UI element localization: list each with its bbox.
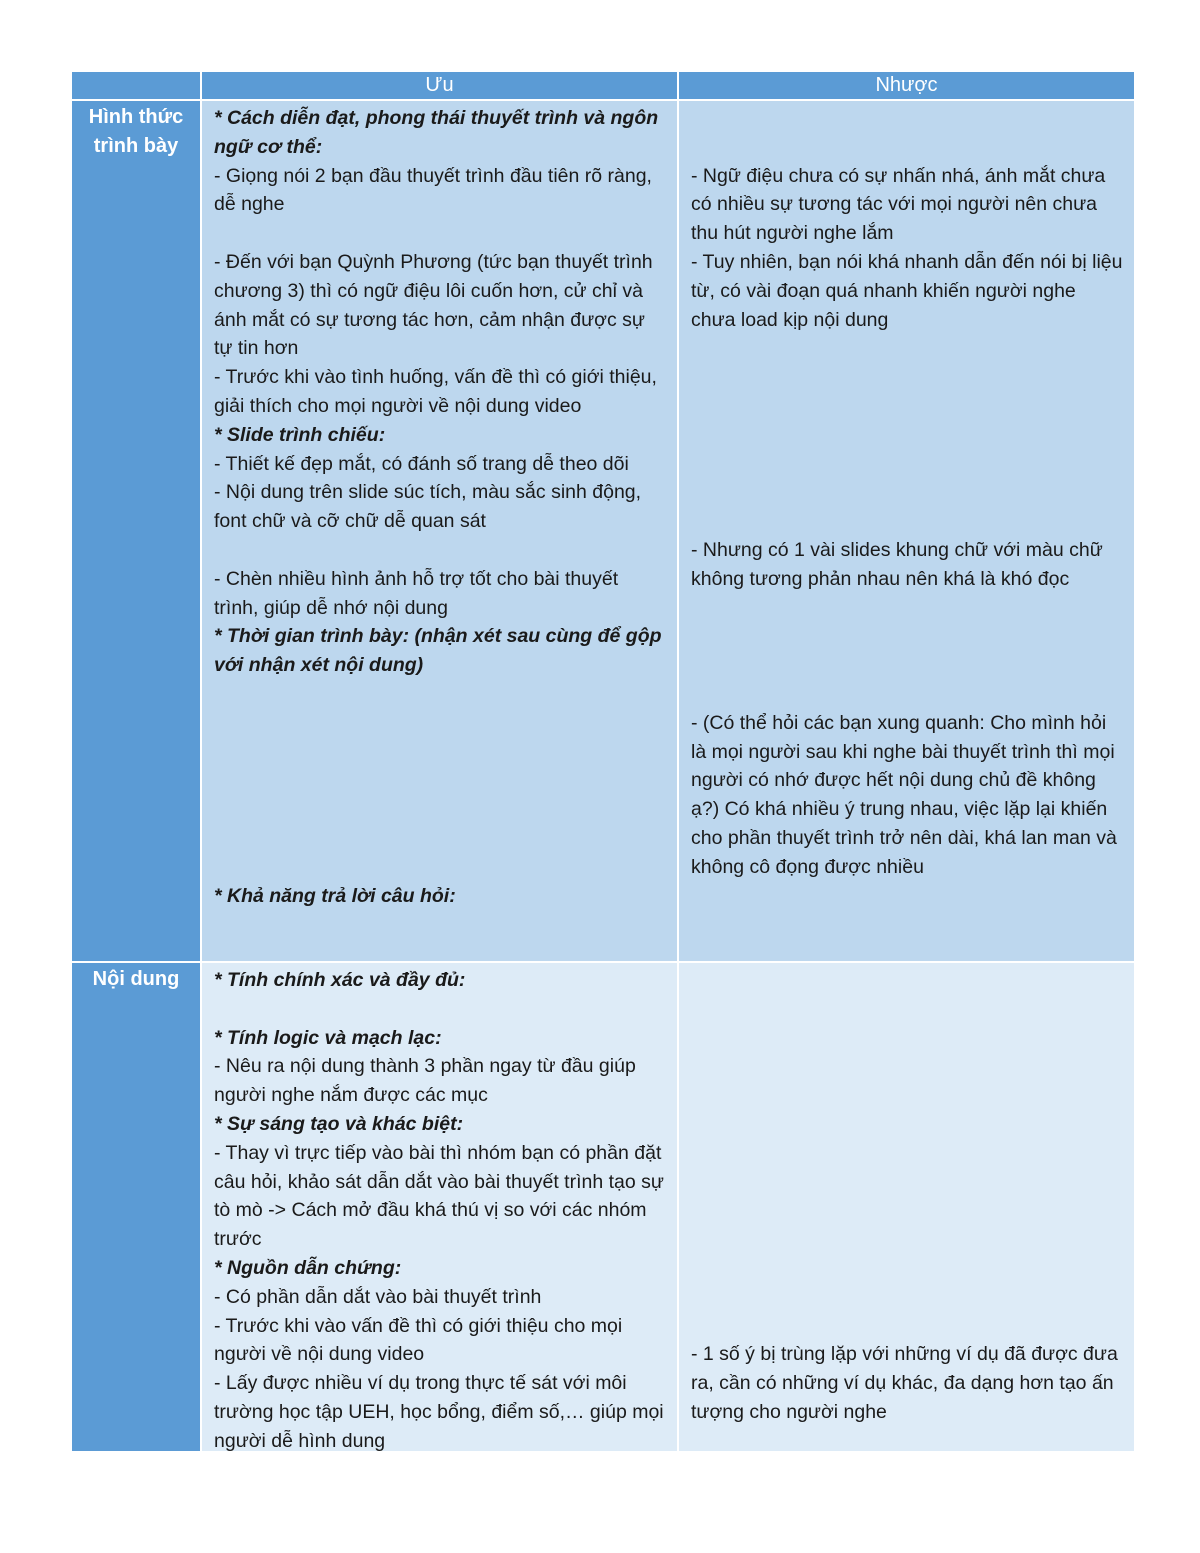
blank-line xyxy=(691,1312,1124,1341)
comment-line: - Giọng nói 2 bạn đầu thuyết trình đầu tiên rõ ràng, dễ nghe xyxy=(214,164,652,216)
blank-line xyxy=(691,651,1124,680)
comment-line: - Trước khi vào tình huống, vấn đề thì có giới thiệu, giải thích cho mọi người về nội dung video xyxy=(214,366,657,417)
blank-line xyxy=(214,824,667,853)
blank-line xyxy=(691,104,1124,133)
comment-line: - Nêu ra nội dung thành 3 phần ngay từ đầu giúp người nghe nắm được các mục xyxy=(214,1055,636,1107)
blank-line xyxy=(691,478,1124,507)
comment-line: - (Có thể hỏi các bạn xung quanh: Cho mình hỏi là mọi người sau khi nghe bài thuyết trình thì mọi người có nhớ được hết nội dung chủ đề không ạ?) Có khá nhiều ý trung nhau, việc lặp lại khiến cho phần thuyết trình trở nên dài, khá lan man và không cô đọng được nhiều xyxy=(691,711,1117,878)
criterion-heading: * Nguồn dẫn chứng: xyxy=(214,1256,402,1279)
blank-line xyxy=(691,1168,1124,1197)
blank-line xyxy=(214,680,667,709)
criterion-heading: * Khả năng trả lời câu hỏi: xyxy=(214,884,456,907)
criterion-heading: * Thời gian trình bày: (nhận xét sau cùng để gộp với nhận xét nội dung) xyxy=(214,625,662,677)
presentation-cons-cell xyxy=(679,101,1134,963)
header-cons: Nhược xyxy=(679,72,1134,101)
comment-line: - Thiết kế đẹp mắt, có đánh số trang dễ theo dõi xyxy=(214,452,629,475)
header-pros: Ưu xyxy=(202,72,679,101)
comment-line: - Chèn nhiều hình ảnh hỗ trợ tốt cho bài thuyết trình, giúp dễ nhớ nội dung xyxy=(214,567,619,619)
criterion-heading: * Tính logic và mạch lạc: xyxy=(214,1026,442,1049)
evaluation-table xyxy=(72,72,1134,1453)
blank-line xyxy=(691,450,1124,479)
blank-line xyxy=(691,507,1124,536)
content-pros-cell xyxy=(202,963,679,1453)
blank-line xyxy=(691,1196,1124,1225)
blank-line xyxy=(214,795,667,824)
row-label-presentation: Hình thức trình bày xyxy=(72,101,202,963)
comment-line: - Ngữ điệu chưa có sự nhấn nhá, ánh mắt chưa có nhiều sự tương tác với mọi người nên chưa thu hút người nghe lắm xyxy=(691,164,1106,245)
header-corner-cell xyxy=(72,72,202,101)
blank-line xyxy=(691,1225,1124,1254)
blank-line xyxy=(214,766,667,795)
blank-line xyxy=(691,594,1124,623)
blank-line xyxy=(691,334,1124,363)
criterion-heading: * Tính chính xác và đầy đủ: xyxy=(214,969,466,991)
comment-line: - Thay vì trực tiếp vào bài thì nhóm bạn có phần đặt câu hỏi, khảo sát dẫn dắt vào bài thuyết trình tạo sự tò mò -> Cách mở đầu khá thú vị so với các nhóm trước xyxy=(214,1141,664,1251)
blank-line xyxy=(214,853,667,882)
row-label-content: Nội dung xyxy=(72,963,202,1453)
blank-line xyxy=(691,622,1124,651)
blank-line xyxy=(214,995,667,1024)
blank-line xyxy=(691,1254,1124,1283)
criterion-heading: * Sự sáng tạo và khác biệt: xyxy=(214,1112,464,1135)
blank-line xyxy=(691,680,1124,709)
comment-line: - Đến với bạn Quỳnh Phương (tức bạn thuyết trình chương 3) thì có ngữ điệu lôi cuốn hơn, cử chỉ và ánh mắt có sự tương tác hơn, cảm nhận được sự tự tin hơn xyxy=(214,250,653,360)
comment-line: - Nhưng có 1 vài slides khung chữ với màu chữ không tương phản nhau nên khá là khó đọc xyxy=(691,538,1103,590)
blank-line xyxy=(214,709,667,738)
comment-line: - Lấy được nhiều ví dụ trong thực tế sát với môi trường học tập UEH, học bổng, điểm số,… giúp mọi người dễ hình dung xyxy=(214,1372,664,1452)
blank-line xyxy=(214,219,667,248)
presentation-pros-cell xyxy=(202,101,679,963)
blank-line xyxy=(214,738,667,767)
blank-line xyxy=(691,1024,1124,1053)
blank-line xyxy=(214,536,667,565)
blank-line xyxy=(691,966,1124,995)
blank-line xyxy=(691,363,1124,392)
blank-line xyxy=(691,1139,1124,1168)
blank-line xyxy=(691,392,1124,421)
criterion-heading: * Cách diễn đạt, phong thái thuyết trình và ngôn ngữ cơ thể: xyxy=(214,107,659,158)
comment-line: - Trước khi vào vấn đề thì có giới thiệu cho mọi người về nội dung video xyxy=(214,1314,623,1366)
blank-line xyxy=(691,1052,1124,1081)
blank-line xyxy=(691,421,1124,450)
content-cons-cell xyxy=(679,963,1134,1453)
blank-line xyxy=(691,133,1124,162)
blank-line xyxy=(691,1110,1124,1139)
comment-line: - Tuy nhiên, bạn nói khá nhanh dẫn đến nói bị liệu từ, có vài đoạn quá nhanh khiến người nghe chưa load kịp nội dung xyxy=(691,250,1123,331)
criterion-heading: * Slide trình chiếu: xyxy=(214,423,386,446)
comment-line: - 1 số ý bị trùng lặp với những ví dụ đã được đưa ra, cần có những ví dụ khác, đa dạng hơn tạo ấn tượng cho người nghe xyxy=(691,1343,1118,1423)
blank-line xyxy=(691,1283,1124,1312)
blank-line xyxy=(691,1081,1124,1110)
comment-line: - Nội dung trên slide súc tích, màu sắc sinh động, font chữ và cỡ chữ dễ quan sát xyxy=(214,481,642,533)
blank-line xyxy=(691,995,1124,1024)
comment-line: - Có phần dẫn dắt vào bài thuyết trình xyxy=(214,1285,542,1308)
